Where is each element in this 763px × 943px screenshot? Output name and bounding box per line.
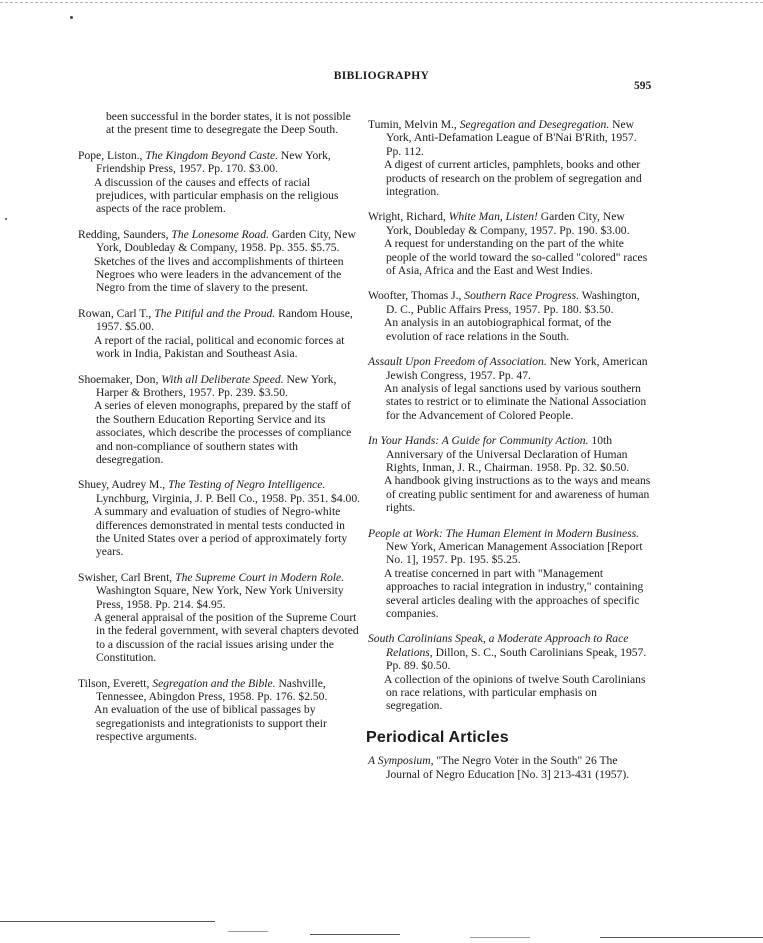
periodical-entry-symposium — [368, 754, 652, 781]
citation — [78, 677, 361, 704]
bib-entry-woofter — [368, 289, 652, 343]
annotation: A collection of the opinions of twelve South Carolinians on race relations, with particular emphasis on segregation. — [384, 672, 646, 713]
article-title: A Symposium, — [368, 754, 434, 768]
author: Pope, Liston., — [78, 148, 143, 162]
bib-entry-in-your-hands — [368, 434, 652, 514]
book-title: Assault Upon Freedom of Association. — [368, 355, 547, 369]
author: Woofter, Thomas J., — [368, 289, 462, 303]
bib-entry-redding — [78, 228, 361, 295]
author: Shuey, Audrey M., — [78, 478, 166, 492]
section-heading: Periodical Articles — [366, 728, 509, 746]
scan-bottom-edge — [600, 937, 763, 938]
book-title: South Carolinians Speak, a Moderate Approach to Race Relations, — [368, 632, 629, 659]
book-title: In Your Hands: A Guide for Community Action. — [368, 434, 589, 448]
publication: New York, Harper & Brothers, 1957. Pp. 239. $3.50. — [96, 372, 337, 399]
annotation: A treatise concerned in part with "Management approaches to racial integration in industry," containing several articles dealing with the approaches of specific companies. — [384, 566, 644, 620]
citation — [368, 210, 652, 237]
publication: Random House, 1957. $5.00. — [96, 306, 353, 334]
citation — [78, 228, 361, 255]
book-title: Southern Race Progress. — [464, 289, 580, 303]
right-column — [368, 118, 652, 793]
bib-entry-shuey — [78, 478, 361, 558]
running-head: BIBLIOGRAPHY — [333, 70, 430, 82]
publication: "The Negro Voter in the South" 26 The Journal of Negro Education [No. 3] 213-431 (1957). — [386, 754, 630, 781]
publication: Garden City, New York, Doubleday & Company, 1958. Pp. 355. $5.75. — [96, 227, 356, 255]
annotation: A summary and evaluation of studies of Negro-white differences demonstrated in mental tests conducted in the United States over a period of approximately forty years. — [94, 505, 348, 559]
scan-speck — [5, 218, 7, 220]
publication: New York, American Management Association [Report No. 1], 1957. Pp. 195. $5.25. — [386, 539, 643, 567]
bib-entry-shoemaker — [78, 373, 361, 467]
scan-bottom-edge — [0, 921, 215, 922]
citation — [368, 754, 652, 781]
author: Tilson, Everett, — [78, 676, 150, 690]
book-title: The Pitiful and the Proud. — [154, 306, 276, 320]
book-title: The Supreme Court in Modern Role. — [175, 570, 345, 584]
scan-bottom-edge — [228, 931, 268, 932]
scan-bottom-edge — [470, 937, 530, 938]
book-title: White Man, Listen! — [448, 210, 538, 224]
annotation: A series of eleven monographs, prepared by the staff of the Southern Education Reporting Service and its associates, which describe the processes of compliance and non-compliance of southern states with desegregation. — [94, 399, 352, 466]
annotation: A report of the racial, political and economic forces at work in India, Pakistan and Southeast Asia. — [94, 333, 345, 361]
publication: 10th Anniversary of the Universal Declaration of Human Rights, Inman, J. R., Chairman. 1958. Pp. 32. $0.50. — [386, 434, 630, 474]
book-title: The Kingdom Beyond Caste. — [145, 148, 278, 162]
continued-annotation: been successful in the border states, it is not possible at the present time to desegregate the Deep South. — [106, 110, 351, 137]
annotation: A discussion of the causes and effects of racial prejudices, with particular emphasis on the religious aspects of the race problem. — [94, 175, 339, 216]
book-title: The Lonesome Road. — [171, 227, 269, 241]
author: Redding, Saunders, — [78, 227, 169, 241]
publication: Washington Square, New York, New York University Press, 1958. Pp. 214. $4.95. — [96, 584, 344, 611]
scan-bottom-edge — [310, 934, 400, 935]
bib-entry-people-at-work — [368, 527, 652, 621]
bib-entry-assault-upon-freedom — [368, 355, 652, 422]
author: Wright, Richard, — [368, 210, 446, 224]
bib-entry-pope — [78, 149, 361, 216]
book-title: People at Work: The Human Element in Modern Business. — [368, 526, 640, 540]
publication: New York, Friendship Press, 1957. Pp. 170. $3.00. — [96, 148, 331, 176]
bib-entry-swisher — [78, 571, 361, 665]
annotation: Sketches of the lives and accomplishments of thirteen Negroes who were leaders in the advancement of the Negro from the time of slavery to the present. — [94, 254, 344, 295]
citation — [78, 307, 361, 334]
publication: Lynchburg, Virginia, J. P. Bell Co., 1958. Pp. 351. $4.00. — [96, 491, 361, 505]
book-title: The Testing of Negro Intelligence. — [168, 478, 326, 492]
publication: New York, American Jewish Congress, 1957. Pp. 47. — [386, 355, 648, 382]
annotation: A digest of current articles, pamphlets, books and other products of research on the problem of segregation and integration. — [384, 158, 642, 199]
left-column — [78, 110, 361, 756]
citation — [368, 118, 652, 158]
annotation: A general appraisal of the position of the Supreme Court in the federal government, with several chapters devoted to a discussion of the racial issues arising under the Constitution. — [94, 611, 359, 665]
bib-entry-tumin — [368, 118, 652, 198]
book-title: Segregation and the Bible. — [152, 676, 276, 690]
page-number: 595 — [634, 80, 652, 92]
citation — [78, 478, 361, 505]
book-title: Segregation and Desegregation. — [459, 118, 610, 131]
publication: Dillon, S. C., South Carolinians Speak, 1957. Pp. 89. $0.50. — [386, 645, 647, 673]
scan-speck — [70, 16, 73, 19]
citation — [368, 527, 652, 567]
bib-entry-south-carolinians — [368, 632, 652, 712]
bib-entry-rowan — [78, 307, 361, 361]
annotation: An evaluation of the use of biblical passages by segregationists and integrationists to support their respective arguments. — [94, 703, 327, 744]
book-title: With all Deliberate Speed. — [161, 372, 284, 386]
author: Tumin, Melvin M., — [368, 118, 457, 131]
citation — [78, 373, 361, 400]
citation — [78, 149, 361, 176]
bib-entry-wright — [368, 210, 652, 277]
citation — [368, 632, 652, 672]
publication: New York, Anti-Defamation League of B'Nai B'Rith, 1957. Pp. 112. — [386, 118, 637, 158]
publication: Nashville, Tennessee, Abingdon Press, 1958. Pp. 176. $2.50. — [96, 676, 328, 704]
author: Shoemaker, Don, — [78, 372, 159, 386]
publication: Washington, D. C., Public Affairs Press, 1957. Pp. 180. $3.50. — [386, 289, 640, 316]
publication: Garden City, New York, Doubleday & Company, 1957. Pp. 190. $3.00. — [386, 210, 630, 237]
annotation: An analysis of legal sanctions used by various southern states to restrict or to eliminate the National Association for the Advancement of Colored People. — [384, 381, 647, 422]
annotation: An analysis in an autobiographical format, of the evolution of race relations in the South. — [384, 316, 612, 343]
scan-top-border — [0, 2, 763, 3]
author: Rowan, Carl T., — [78, 306, 152, 320]
citation — [368, 289, 652, 316]
author: Swisher, Carl Brent, — [78, 570, 173, 584]
citation — [368, 355, 652, 382]
bib-entry-tilson — [78, 677, 361, 744]
citation — [78, 571, 361, 611]
citation — [368, 434, 652, 474]
annotation: A handbook giving instructions as to the ways and means of creating public sentiment for and awareness of human rights. — [384, 474, 651, 515]
annotation: A request for understanding on the part of the white people of the world toward the so-called "colored" races of Asia, Africa and the East and West Indies. — [384, 237, 648, 278]
